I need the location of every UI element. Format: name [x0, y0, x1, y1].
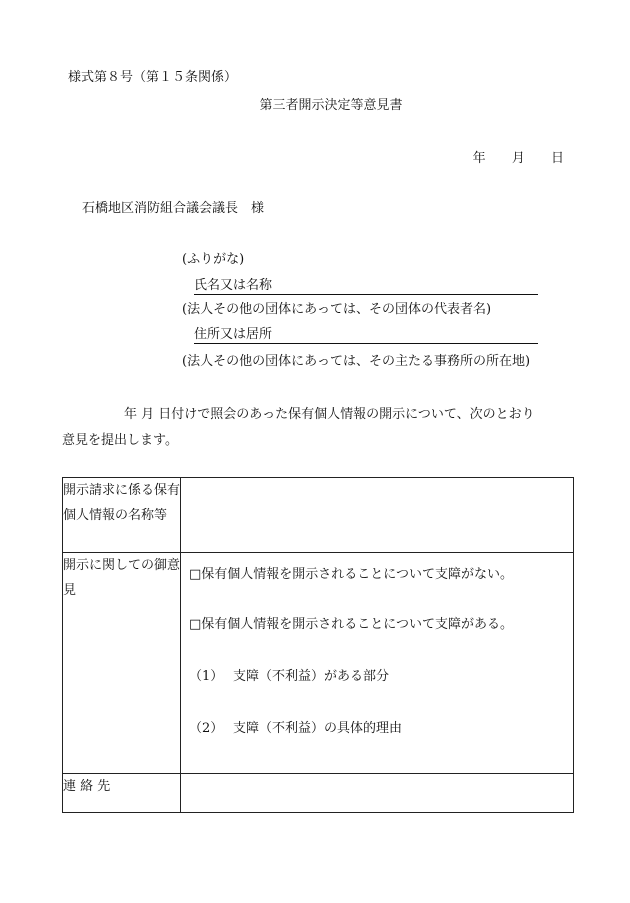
row-label-info-name: 開示請求に係る保有個人情報の名称等: [63, 478, 181, 553]
info-name-cell[interactable]: [181, 478, 574, 553]
table-row-contact: [63, 774, 574, 813]
option-issue[interactable]: □保有個人情報を開示されることについて支障がある。: [189, 617, 514, 632]
body-line-1: 年 月 日付けで照会のあった保有個人情報の開示について、次のとおり: [124, 407, 535, 422]
contact-cell[interactable]: [181, 774, 574, 813]
name-field-label: 氏名又は名称: [194, 278, 273, 293]
row-label-opinion: 開示に関しての御意見: [63, 553, 181, 774]
furigana-label: (ふりがな): [182, 252, 245, 267]
sub-item-1: [189, 665, 389, 684]
date-line: [451, 147, 564, 166]
sub-item-2-number: （2）: [189, 721, 224, 736]
address-field[interactable]: [194, 323, 538, 344]
addressee: 石橋地区消防組合議会議長 様: [82, 201, 265, 216]
table-row-info-name: [63, 478, 574, 553]
date-day: 日: [550, 151, 564, 166]
document-title: 第三者開示決定等意見書: [259, 98, 403, 113]
opinion-cell[interactable]: [181, 553, 574, 774]
sub-item-1-text: 支障（不利益）がある部分: [233, 669, 390, 684]
name-field[interactable]: [194, 274, 538, 295]
body-line-2: 意見を提出します。: [62, 433, 178, 448]
sub-item-2: [189, 717, 402, 736]
table-row-opinion: [63, 553, 574, 774]
date-month: 月: [511, 151, 525, 166]
form-number: 様式第８号（第１５条関係）: [68, 70, 238, 85]
name-note: (法人その他の団体にあっては、その団体の代表者名): [182, 302, 492, 317]
address-field-label: 住所又は居所: [194, 327, 273, 342]
opinion-table: [62, 477, 574, 813]
sub-item-2-text: 支障（不利益）の具体的理由: [233, 721, 403, 736]
address-note: (法人その他の団体にあっては、その主たる事務所の所在地): [182, 354, 531, 369]
date-year: 年: [472, 151, 486, 166]
sub-item-1-number: （1）: [189, 669, 224, 684]
option-no-issue[interactable]: □保有個人情報を開示されることについて支障がない。: [189, 567, 514, 582]
body-paragraph: [62, 402, 572, 454]
row-label-contact: 連 絡 先: [63, 774, 181, 813]
